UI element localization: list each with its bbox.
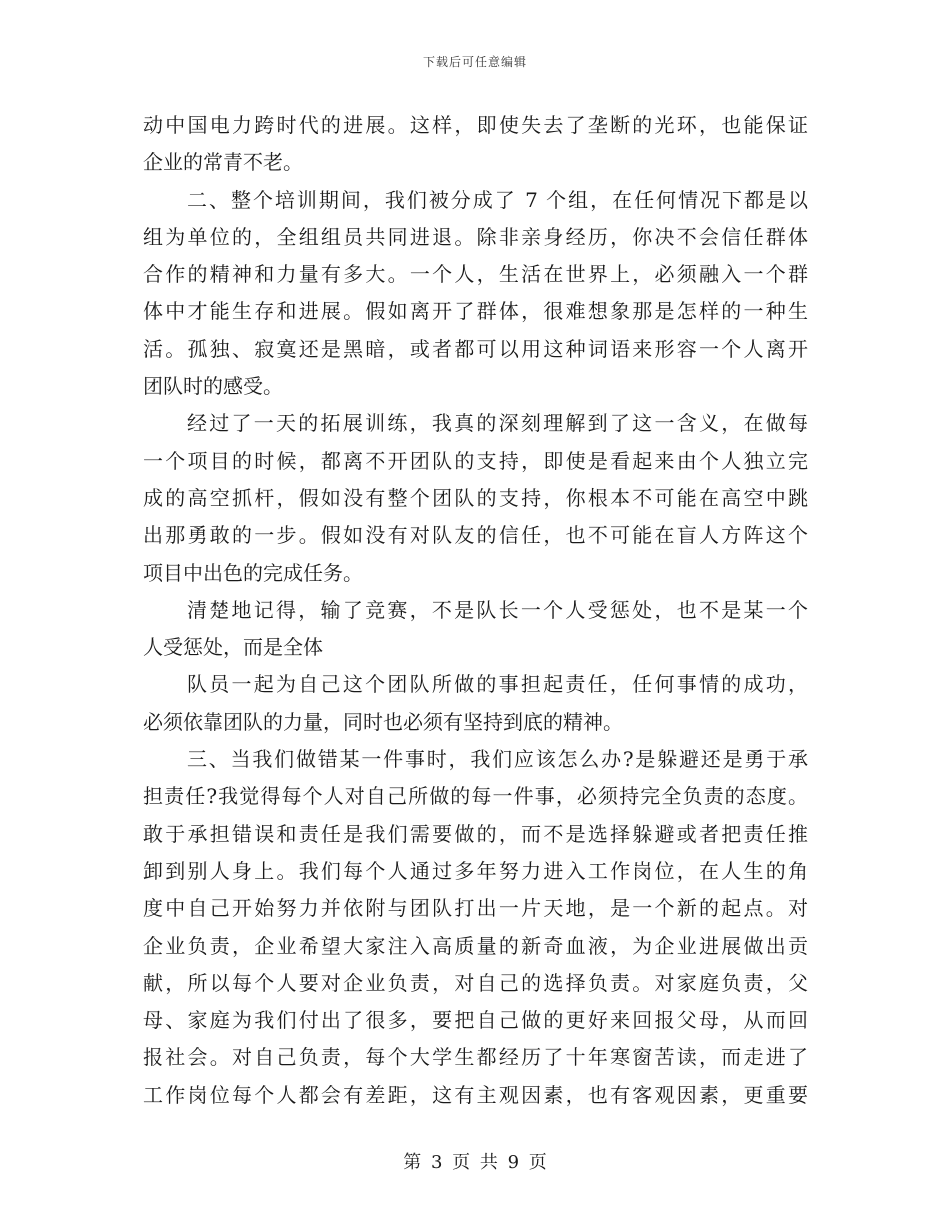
text-line: 企业的常青不老。 <box>143 150 303 175</box>
text-line: 项目中出色的完成任务。 <box>143 560 363 585</box>
page-footer: 第 3 页 共 9 页 <box>403 1152 547 1173</box>
text-line: 体中才能生存和进展。假如离开了群体，很难想象那是怎样的一种生 <box>143 299 808 324</box>
text-line: 动中国电力跨时代的进展。这样，即使失去了垄断的光环，也能保证 <box>143 113 808 137</box>
text-line: 经过了一天的拓展训练，我真的深刻理解到了这一含义，在做每 <box>187 411 808 436</box>
text-line: 一个项目的时候，都离不开团队的支持，即使是看起来由个人独立完 <box>143 448 808 473</box>
text-line: 工作岗位每个人都会有差距，这有主观因素，也有客观因素，更重要 <box>143 1082 808 1107</box>
text-line: 母、家庭为我们付出了很多，要把自己做的更好来回报父母，从而回 <box>143 1008 808 1033</box>
text-line: 必须依靠团队的力量，同时也必须有坚持到底的精神。 <box>143 709 623 734</box>
text-line: 人受惩处，而是全体 <box>143 635 323 660</box>
text-line: 度中自己开始努力并依附与团队打出一片天地，是一个新的起点。对 <box>143 896 808 921</box>
text-line: 报社会。对自己负责，每个大学生都经历了十年寒窗苦读，而走进了 <box>143 1045 808 1070</box>
text-line: 敢于承担错误和责任是我们需要做的，而不是选择躲避或者把责任推 <box>143 821 808 846</box>
text-line: 合作的精神和力量有多大。一个人，生活在世界上，必须融入一个群 <box>143 262 808 287</box>
text-line: 担责任?我觉得每个人对自己所做的每一件事，必须持完全负责的态度。 <box>143 784 808 809</box>
text-line: 二、整个培训期间，我们被分成了 7 个组，在任何情况下都是以 <box>187 187 808 212</box>
document-body <box>143 107 808 1114</box>
text-line: 活。孤独、寂寞还是黑暗，或者都可以用这种词语来形容一个人离开 <box>143 336 808 361</box>
text-line: 企业负责，企业希望大家注入高质量的新奇血液，为企业进展做出贡 <box>143 933 808 958</box>
text-line: 卸到别人身上。我们每个人通过多年努力进入工作岗位，在人生的角 <box>143 858 808 883</box>
text-line: 出那勇敢的一步。假如没有对队友的信任，也不可能在盲人方阵这个 <box>143 523 808 548</box>
text-line: 献，所以每个人要对企业负责，对自己的选择负责。对家庭负责，父 <box>143 970 808 995</box>
text-line: 三、当我们做错某一件事时，我们应该怎么办?是躲避还是勇于承 <box>187 747 808 772</box>
text-line: 团队时的感受。 <box>143 374 283 399</box>
text-line: 成的高空抓杆，假如没有整个团队的支持，你根本不可能在高空中跳 <box>143 485 808 510</box>
text-line: 组为单位的，全组组员共同进退。除非亲身经历，你决不会信任群体 <box>143 224 808 249</box>
page-header: 下载后可任意编辑 <box>422 55 527 69</box>
text-line: 队员一起为自己这个团队所做的事担起责任，任何事情的成功， <box>187 672 808 697</box>
text-line: 清楚地记得，输了竞赛，不是队长一个人受惩处，也不是某一个 <box>187 597 808 622</box>
